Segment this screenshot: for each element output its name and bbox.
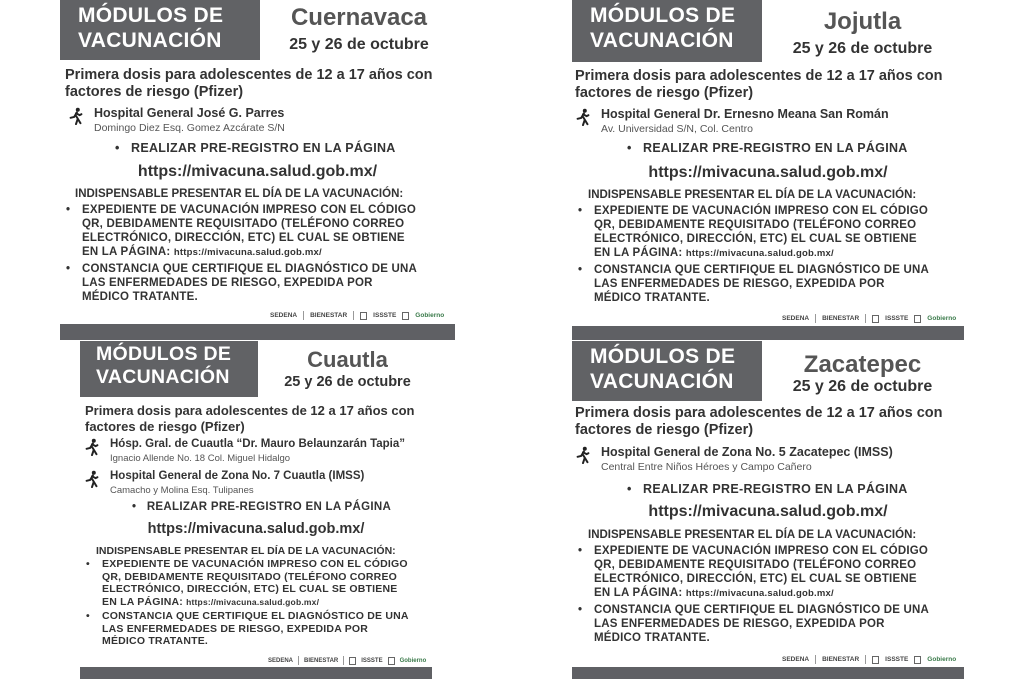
dates: 25 y 26 de octubre — [792, 378, 933, 395]
shield-icon — [388, 657, 395, 665]
bullet: • — [66, 204, 71, 216]
req-line: EXPEDIENTE DE VACUNACIÓN IMPRESO CON EL CÓDIGO — [594, 205, 929, 217]
headline-line-2: factores de riesgo (Pfizer) — [575, 422, 754, 438]
headline — [65, 67, 450, 101]
institution-logos — [270, 311, 444, 320]
req-line: EXPEDIENTE DE VACUNACIÓN IMPRESO CON EL CÓDIGO — [102, 558, 408, 570]
issste-logo: ISSSTE — [885, 656, 909, 663]
institution-logos — [268, 656, 426, 665]
req-url: https://mivacuna.salud.gob.mx/ — [685, 248, 834, 259]
req-line: LAS ENFERMEDADES DE RIESGO, EXPEDIDA POR — [82, 277, 373, 289]
registration-url: https://mivacuna.salud.gob.mx/ — [147, 521, 365, 537]
card-zacatepec — [572, 341, 964, 679]
city-title: Jojutla — [823, 8, 902, 35]
tag-line-2: VACUNACIÓN — [78, 29, 222, 52]
req-url: https://mivacuna.salud.gob.mx/ — [685, 588, 834, 599]
pre-register-note — [132, 501, 391, 513]
req-line: CONSTANCIA QUE CERTIFIQUE EL DIAGNÓSTICO DE UNA — [594, 264, 930, 276]
requirement-expediente — [66, 203, 447, 260]
hospital-name: Hospital General Dr. Ernesno Meana San Román — [601, 107, 889, 121]
req-line — [594, 586, 956, 601]
req-line: ELECTRÓNICO, DIRECCIÓN, ETC) EL CUAL SE OBTIENE — [594, 233, 917, 245]
gobierno-logo: Gobierno — [415, 312, 445, 319]
requirement-expediente — [578, 544, 956, 601]
city-title: Cuernavaca — [290, 4, 428, 31]
imss-emblem-icon — [360, 312, 367, 320]
divider — [303, 311, 304, 320]
req-line — [82, 245, 447, 260]
tag-line-2: VACUNACIÓN — [96, 366, 230, 388]
pre-register-note — [627, 141, 908, 155]
imss-emblem-icon — [872, 315, 879, 323]
req-prefix: EN LA PÁGINA: — [594, 247, 683, 259]
req-line: ELECTRÓNICO, DIRECCIÓN, ETC) EL CUAL SE OBTIENE — [102, 583, 398, 595]
bullet: • — [578, 604, 583, 616]
headline-line-2: factores de riesgo (Pfizer) — [575, 85, 754, 101]
hospital-entry — [574, 445, 893, 474]
sedena-logo: SEDENA — [270, 312, 298, 319]
headline — [575, 405, 960, 439]
req-line: EXPEDIENTE DE VACUNACIÓN IMPRESO CON EL CÓDIGO — [82, 204, 417, 216]
bullet: • — [132, 501, 137, 513]
headline-line-2: factores de riesgo (Pfizer) — [65, 84, 244, 100]
req-line: ELECTRÓNICO, DIRECCIÓN, ETC) EL CUAL SE OBTIENE — [82, 232, 405, 244]
footer-bar — [60, 324, 455, 340]
indispensable-heading: INDISPENSABLE PRESENTAR EL DÍA DE LA VACUNACIÓN: — [588, 189, 917, 201]
registration-url: https://mivacuna.salud.gob.mx/ — [648, 503, 888, 520]
footer-bar — [80, 667, 432, 679]
modulos-tag — [80, 341, 258, 397]
bienestar-logo: BIENESTAR — [310, 312, 348, 319]
bienestar-logo: BIENESTAR — [822, 315, 860, 322]
card-jojutla — [572, 0, 964, 340]
bienestar-logo: BIENESTAR — [822, 656, 860, 663]
hospital-name: Hospital General de Zona No. 5 Zacatepec (IMSS) — [601, 445, 893, 459]
hospital-entry — [574, 107, 889, 136]
headline-line-2: factores de riesgo (Pfizer) — [85, 419, 245, 434]
req-url: https://mivacuna.salud.gob.mx/ — [186, 596, 320, 607]
divider — [298, 656, 299, 665]
pre-register-text: REALIZAR PRE-REGISTRO EN LA PÁGINA — [643, 141, 908, 155]
indispensable-heading: INDISPENSABLE PRESENTAR EL DÍA DE LA VACUNACIÓN: — [75, 188, 404, 200]
divider — [865, 655, 866, 664]
bienestar-logo: BIENESTAR — [304, 657, 339, 664]
shield-icon — [914, 656, 921, 664]
tag-line-1: MÓDULOS DE — [590, 4, 736, 27]
requirement-expediente — [578, 204, 956, 261]
sedena-logo: SEDENA — [268, 657, 294, 664]
dates: 25 y 26 de octubre — [284, 374, 411, 390]
sedena-logo: SEDENA — [782, 656, 810, 663]
hospital-name: Hospital General José G. Parres — [94, 106, 285, 120]
req-line: LAS ENFERMEDADES DE RIESGO, EXPEDIDA POR — [594, 278, 885, 290]
card-cuautla — [80, 341, 432, 679]
shield-icon — [402, 312, 409, 320]
divider — [815, 314, 816, 323]
gobierno-logo: Gobierno — [927, 656, 957, 663]
bullet: • — [115, 141, 120, 155]
gobierno-logo: Gobierno — [927, 315, 957, 322]
req-line: ELECTRÓNICO, DIRECCIÓN, ETC) EL CUAL SE OBTIENE — [594, 573, 917, 585]
req-line: EXPEDIENTE DE VACUNACIÓN IMPRESO CON EL CÓDIGO — [594, 545, 929, 557]
requirement-expediente — [86, 558, 428, 608]
walking-person-icon — [83, 470, 101, 488]
tag-line-1: MÓDULOS DE — [96, 343, 232, 365]
divider — [815, 655, 816, 664]
imss-emblem-icon — [872, 656, 879, 664]
req-line: MÉDICO TRATANTE. — [102, 635, 209, 647]
hospital-address: Ignacio Allende No. 18 Col. Miguel Hidalgo — [110, 453, 291, 464]
pre-register-note — [115, 141, 396, 155]
bullet: • — [86, 610, 90, 622]
divider — [343, 656, 344, 665]
divider — [865, 314, 866, 323]
headline-line-1: Primera dosis para adolescentes de 12 a 17 años con — [85, 403, 415, 418]
modulos-tag — [572, 341, 762, 401]
headline-line-1: Primera dosis para adolescentes de 12 a 17 años con — [575, 68, 943, 84]
req-line: QR, DEBIDAMENTE REQUISITADO (TELÉFONO CORREO — [594, 219, 917, 231]
indispensable-heading: INDISPENSABLE PRESENTAR EL DÍA DE LA VACUNACIÓN: — [588, 529, 917, 541]
headline — [85, 403, 430, 435]
req-prefix: EN LA PÁGINA: — [594, 587, 683, 599]
issste-logo: ISSSTE — [885, 315, 909, 322]
requirement-constancia — [66, 262, 447, 304]
req-line: LAS ENFERMEDADES DE RIESGO, EXPEDIDA POR — [102, 622, 369, 635]
req-line: MÉDICO TRATANTE. — [82, 291, 198, 303]
modulos-tag — [60, 0, 260, 60]
req-url: https://mivacuna.salud.gob.mx/ — [173, 247, 322, 258]
registration-url: https://mivacuna.salud.gob.mx/ — [137, 163, 378, 180]
hospital-address: Camacho y Molina Esq. Tulipanes — [110, 485, 254, 496]
req-line: CONSTANCIA QUE CERTIFIQUE EL DIAGNÓSTICO DE UNA — [594, 604, 930, 616]
hospital-entry — [83, 437, 405, 466]
hospital-address: Domingo Diez Esq. Gomez Azcárate S/N — [94, 122, 285, 134]
headline-line-1: Primera dosis para adolescentes de 12 a 17 años con — [65, 67, 433, 83]
bullet: • — [627, 141, 632, 155]
req-prefix: EN LA PÁGINA: — [82, 246, 171, 258]
req-line: CONSTANCIA QUE CERTIFIQUE EL DIAGNÓSTICO DE UNA — [82, 263, 418, 275]
institution-logos — [782, 655, 956, 664]
req-line — [594, 246, 956, 261]
hospital-name: Hósp. Gral. de Cuautla “Dr. Mauro Belaunzarán Tapia” — [110, 438, 406, 450]
req-line: MÉDICO TRATANTE. — [594, 632, 710, 644]
gobierno-logo: Gobierno — [399, 657, 427, 664]
req-prefix: EN LA PÁGINA: — [102, 595, 183, 608]
hospital-address: Av. Universidad S/N, Col. Centro — [601, 123, 753, 135]
hospital-entry — [67, 106, 285, 135]
pre-register-text: REALIZAR PRE-REGISTRO EN LA PÁGINA — [643, 482, 908, 496]
tag-line-1: MÓDULOS DE — [78, 4, 224, 27]
bullet: • — [578, 264, 583, 276]
issste-logo: ISSSTE — [373, 312, 397, 319]
imss-emblem-icon — [349, 657, 356, 665]
bullet: • — [627, 482, 632, 496]
requirement-constancia — [86, 610, 428, 648]
walking-person-icon — [83, 438, 101, 456]
tag-line-2: VACUNACIÓN — [590, 370, 734, 393]
req-line: QR, DEBIDAMENTE REQUISITADO (TELÉFONO CORREO — [102, 570, 398, 583]
hospital-address: Central Entre Niños Héroes y Campo Cañero — [601, 461, 812, 473]
headline-line-1: Primera dosis para adolescentes de 12 a 17 años con — [575, 405, 943, 421]
city-title: Cuautla — [307, 347, 388, 372]
footer-bar — [572, 667, 964, 679]
req-line: QR, DEBIDAMENTE REQUISITADO (TELÉFONO CORREO — [82, 218, 405, 230]
walking-person-icon — [574, 108, 592, 126]
shield-icon — [914, 315, 921, 323]
requirement-constancia — [578, 263, 956, 305]
hospital-entry — [83, 469, 364, 498]
indispensable-heading: INDISPENSABLE PRESENTAR EL DÍA DE LA VACUNACIÓN: — [96, 545, 396, 557]
req-line: LAS ENFERMEDADES DE RIESGO, EXPEDIDA POR — [594, 618, 885, 630]
pre-register-note — [627, 482, 908, 496]
bullet: • — [578, 205, 583, 217]
bullet: • — [578, 545, 583, 557]
req-line — [102, 596, 428, 609]
req-line: MÉDICO TRATANTE. — [594, 292, 710, 304]
divider — [353, 311, 354, 320]
pre-register-text: REALIZAR PRE-REGISTRO EN LA PÁGINA — [131, 141, 396, 155]
headline — [575, 68, 960, 102]
pre-register-text: REALIZAR PRE-REGISTRO EN LA PÁGINA — [146, 501, 392, 513]
dates: 25 y 26 de octubre — [289, 36, 429, 53]
req-line: CONSTANCIA QUE CERTIFIQUE EL DIAGNÓSTICO DE UNA — [102, 610, 409, 622]
card-cuernavaca — [60, 0, 455, 340]
issste-logo: ISSSTE — [361, 657, 383, 664]
modulos-tag — [572, 0, 762, 62]
hospital-name: Hospital General de Zona No. 7 Cuautla (IMSS) — [110, 470, 365, 482]
walking-person-icon — [67, 107, 85, 125]
tag-line-1: MÓDULOS DE — [590, 345, 736, 368]
dates: 25 y 26 de octubre — [792, 40, 933, 57]
req-line: QR, DEBIDAMENTE REQUISITADO (TELÉFONO CORREO — [594, 559, 917, 571]
bullet: • — [86, 558, 90, 570]
footer-bar — [572, 326, 964, 340]
walking-person-icon — [574, 446, 592, 464]
requirement-constancia — [578, 603, 956, 645]
bullet: • — [66, 263, 71, 275]
city-title: Zacatepec — [803, 351, 922, 378]
institution-logos — [782, 314, 956, 323]
registration-url: https://mivacuna.salud.gob.mx/ — [648, 164, 888, 181]
tag-line-2: VACUNACIÓN — [590, 29, 734, 52]
sedena-logo: SEDENA — [782, 315, 810, 322]
